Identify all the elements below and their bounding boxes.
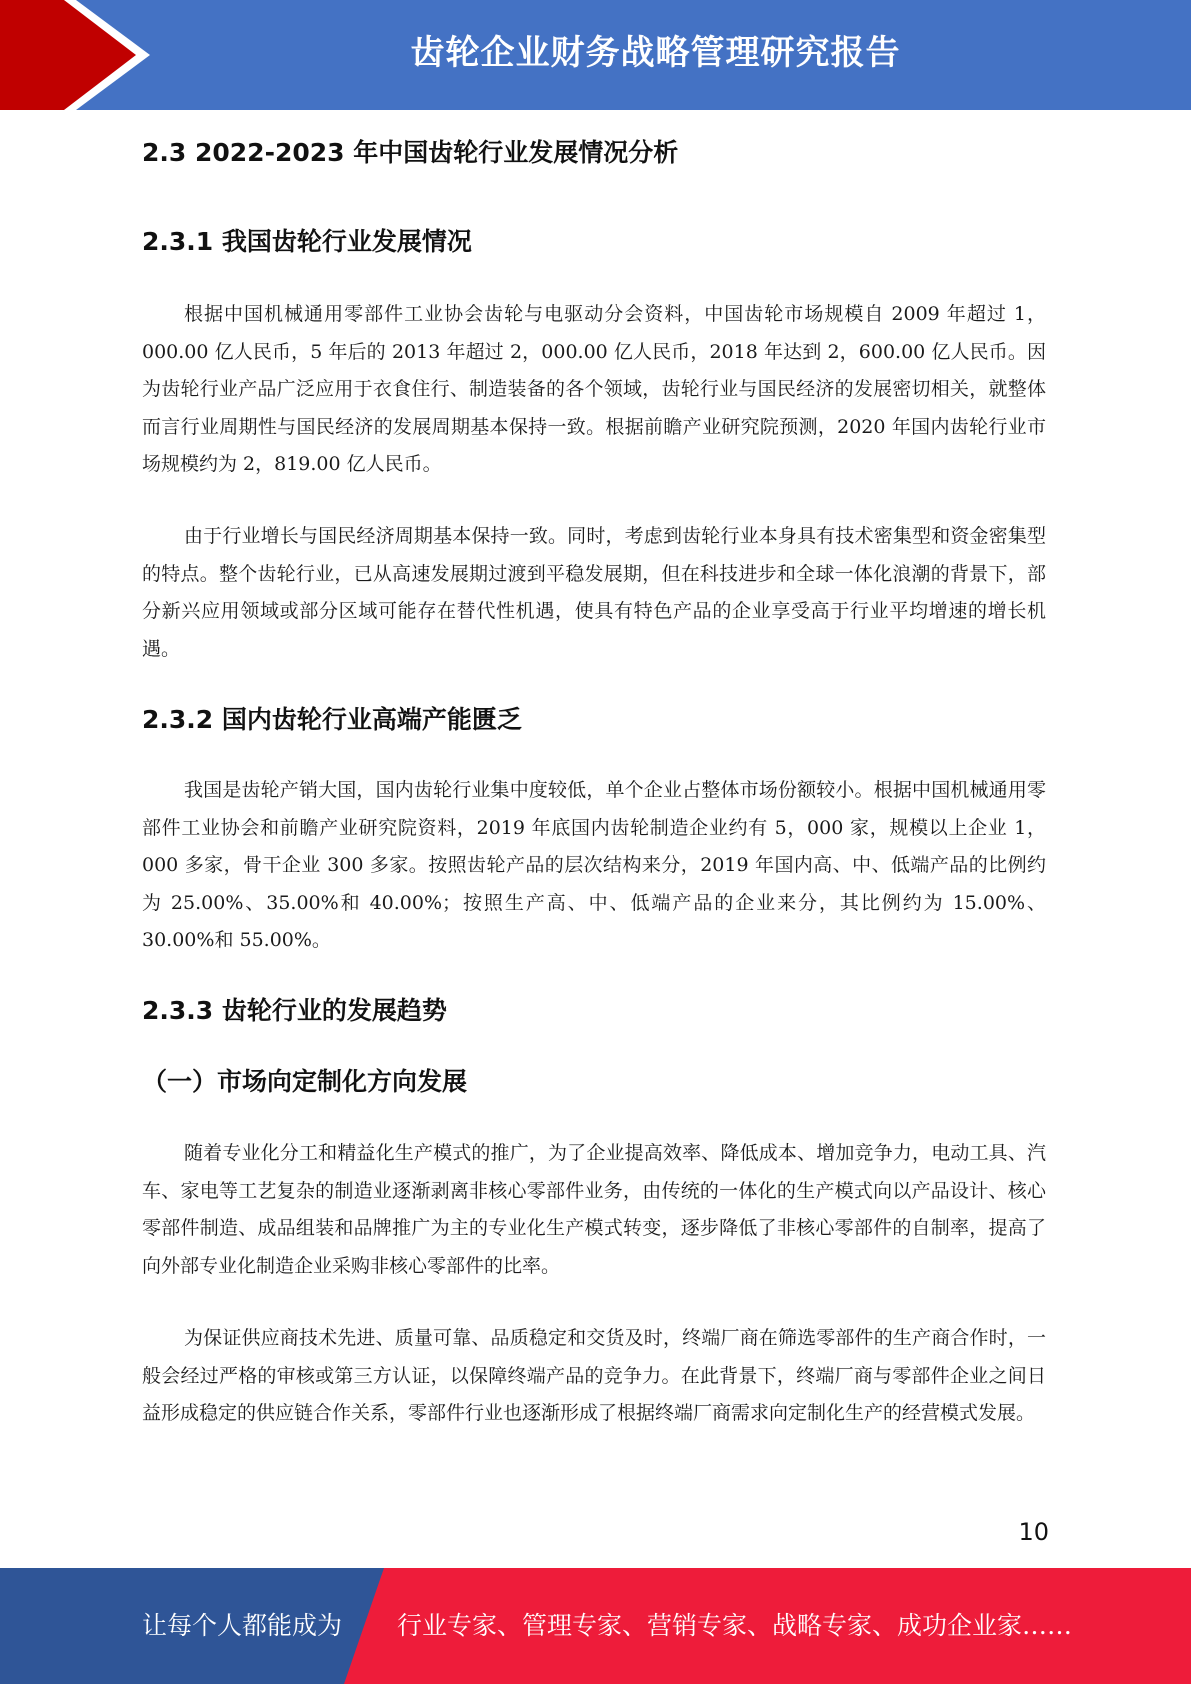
section-heading-2-3-2: 2.3.2 国内齿轮行业高端产能匮乏 xyxy=(142,705,522,734)
section-heading-2-3-1: 2.3.1 我国齿轮行业发展情况 xyxy=(142,227,472,256)
page-footer xyxy=(0,1568,1191,1684)
paragraph-2-3-3-a: 随着专业化分工和精益化生产模式的推广，为了企业提高效率、降低成本、增加竞争力，电动工具、汽车、家电等工艺复杂的制造业逐渐剥离非核心零部件业务，由传统的一体化的生产模式向以产品设计、核心零部件制造、成品组装和品牌推广为主的专业化生产模式转变，逐步降低了非核心零部件的自制率，提高了向外部专业化制造企业采购非核心零部件的比率。 xyxy=(142,1142,1046,1277)
page-header xyxy=(0,0,1191,110)
paragraph-2-3-1-b: 由于行业增长与国民经济周期基本保持一致。同时，考虑到齿轮行业本身具有技术密集型和资金密集型的特点。整个齿轮行业，已从高速发展期过渡到平稳发展期，但在科技进步和全球一体化浪潮的背景下，部分新兴应用领域或部分区域可能存在替代性机遇，使具有特色产品的企业享受高于行业平均增速的增长机遇。 xyxy=(142,525,1046,660)
section-heading-2-3: 2.3 2022-2023 年中国齿轮行业发展情况分析 xyxy=(142,138,679,167)
footer-slogan-left: 让每个人都能成为 xyxy=(142,1611,343,1640)
header-chevron-icon xyxy=(0,0,150,110)
paragraph-2-3-1-a: 根据中国机械通用零部件工业协会齿轮与电驱动分会资料，中国齿轮市场规模自 2009 年超过 1，000.00 亿人民币，5 年后的 2013 年超过 2，000.00 亿人民币，2018 年达到 2，600.00 亿人民币。因为齿轮行业产品广泛应用于衣食住行、制造装备的各个领域，齿轮行业与国民经济的发展密切相关，就整体而言行业周期性与国民经济的发展周期基本保持一致。根据前瞻产业研究院预测，2020 年国内齿轮行业市场规模约为 2，819.00 亿人民币。 xyxy=(142,303,1046,475)
subsection-heading-1: （一）市场向定制化方向发展 xyxy=(142,1067,468,1096)
section-heading-2-3-3: 2.3.3 齿轮行业的发展趋势 xyxy=(142,996,447,1025)
paragraph-2-3-2-a: 我国是齿轮产销大国，国内齿轮行业集中度较低，单个企业占整体市场份额较小。根据中国机械通用零部件工业协会和前瞻产业研究院资料，2019 年底国内齿轮制造企业约有 5，000 家，规模以上企业 1，000 多家，骨干企业 300 多家。按照齿轮产品的层次结构来分，2019 年国内高、中、低端产品的比例约为 25.00%、35.00%和 40.00%；按照生产高、中、低端产品的企业来分，其比例约为 15.00%、30.00%和 55.00%。 xyxy=(142,779,1046,951)
page-number: 10 xyxy=(1018,1518,1049,1546)
report-title: 齿轮企业财务战略管理研究报告 xyxy=(410,33,901,73)
paragraph-2-3-3-b: 为保证供应商技术先进、质量可靠、品质稳定和交货及时，终端厂商在筛选零部件的生产商合作时，一般会经过严格的审核或第三方认证，以保障终端产品的竞争力。在此背景下，终端厂商与零部件企业之间日益形成稳定的供应链合作关系，零部件行业也逐渐形成了根据终端厂商需求向定制化生产的经营模式发展。 xyxy=(142,1327,1046,1424)
footer-slogan-right: 行业专家、管理专家、营销专家、战略专家、成功企业家…… xyxy=(397,1611,1073,1640)
